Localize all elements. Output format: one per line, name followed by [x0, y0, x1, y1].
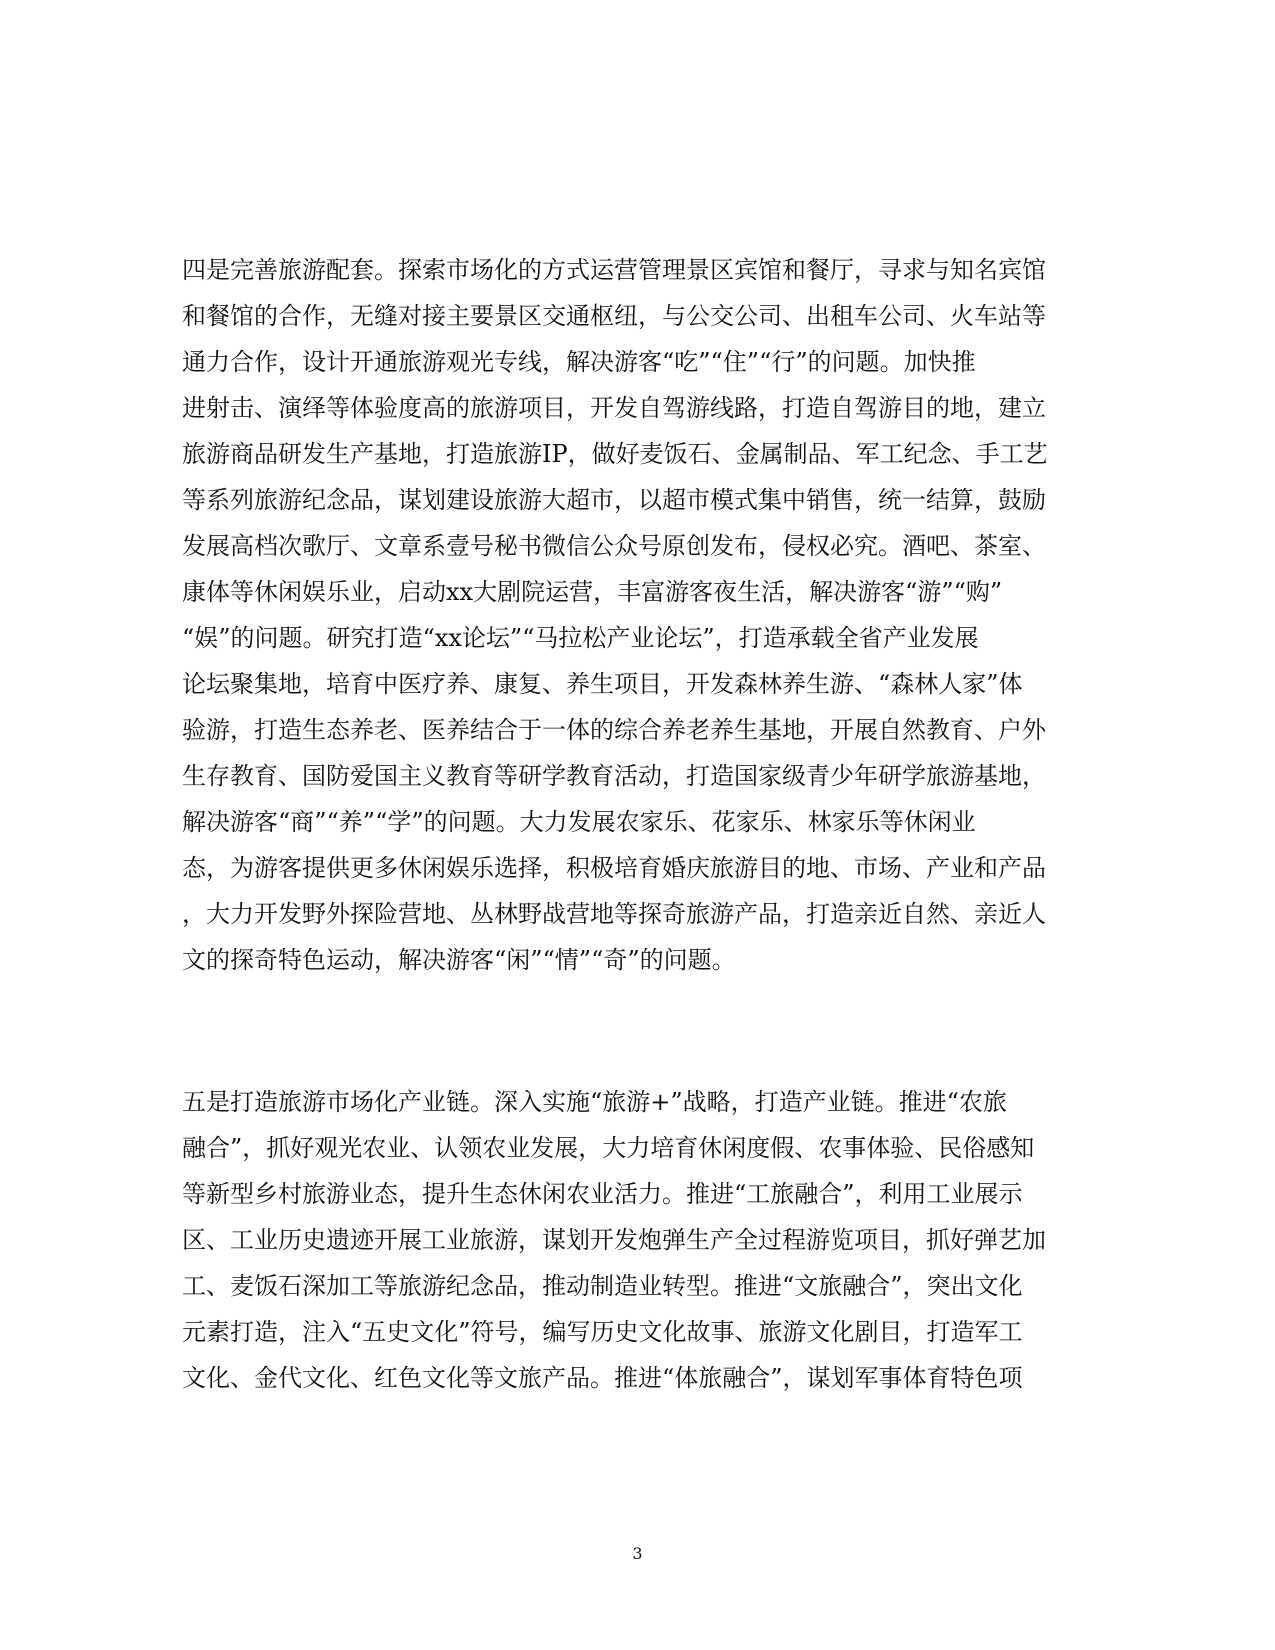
text-line: 工、麦饭石深加工等旅游纪念品，推动制造业转型。推进“文旅融合”，突出文化: [182, 1272, 1023, 1300]
text-line: 区、工业历史遗迹开展工业旅游，谋划开发炮弹生产全过程游览项目，抓好弹艺加: [182, 1226, 1046, 1254]
text-line: 文化、金代文化、红色文化等文旅产品。推进“体旅融合”，谋划军事体育特色项: [182, 1364, 1023, 1392]
text-line: 等新型乡村旅游业态，提升生态休闲农业活力。推进“工旅融合”，利用工业展示: [182, 1180, 1023, 1208]
text-line: 旅游商品研发生产基地，打造旅游IP，做好麦饭石、金属制品、军工纪念、手工艺: [182, 440, 1048, 468]
text-line: 态，为游客提供更多休闲娱乐选择，积极培育婚庆旅游目的地、市场、产业和产品: [182, 854, 1046, 882]
text-line: 文的探奇特色运动，解决游客“闲”“情”“奇”的问题。: [182, 946, 736, 974]
text-line: 四是完善旅游配套。探索市场化的方式运营管理景区宾馆和餐厅，寻求与知名宾馆: [182, 256, 1046, 284]
text-line: ，大力开发野外探险营地、丛林野战营地等探奇旅游产品，打造亲近自然、亲近人: [182, 900, 1046, 928]
text-line: 进射击、演绎等体验度高的旅游项目，开发自驾游线路，打造自驾游目的地，建立: [182, 394, 1046, 422]
text-line: 解决游客“商”“养”“学”的问题。大力发展农家乐、花家乐、林家乐等休闲业: [182, 808, 976, 836]
text-line: 生存教育、国防爱国主义教育等研学教育活动，打造国家级青少年研学旅游基地，: [182, 762, 1046, 790]
text-line: 元素打造，注入“五史文化”符号，编写历史文化故事、旅游文化剧目，打造军工: [182, 1318, 1023, 1346]
text-line: 等系列旅游纪念品，谋划建设旅游大超市，以超市模式集中销售，统一结算，鼓励: [182, 486, 1046, 514]
text-line: 和餐馆的合作，无缝对接主要景区交通枢纽，与公交公司、出租车公司、火车站等: [182, 302, 1046, 330]
text-line: “娱”的问题。研究打造“xx论坛”“马拉松产业论坛”，打造承载全省产业发展: [182, 624, 979, 652]
text-line: 康体等休闲娱乐业，启动xx大剧院运营，丰富游客夜生活，解决游客“游”“购”: [182, 578, 1003, 606]
text-line: 融合”，抓好观光农业、认领农业发展，大力培育休闲度假、农事体验、民俗感知: [182, 1134, 1035, 1162]
text-line: 通力合作，设计开通旅游观光专线，解决游客“吃”“住”“行”的问题。加快推: [182, 348, 976, 376]
text-line: 发展高档次歌厅、文章系壹号秘书微信公众号原创发布，侵权必究。酒吧、茶室、: [182, 532, 1046, 560]
text-line: 论坛聚集地，培育中医疗养、康复、养生项目，开发森林养生游、“森林人家”体: [182, 670, 1023, 698]
text-line: 验游，打造生态养老、医养结合于一体的综合养老养生基地，开展自然教育、户外: [182, 716, 1046, 744]
text-line: 五是打造旅游市场化产业链。深入实施“旅游+”战略，打造产业链。推进“农旅: [182, 1088, 1007, 1116]
page-number: 3: [632, 1544, 643, 1563]
